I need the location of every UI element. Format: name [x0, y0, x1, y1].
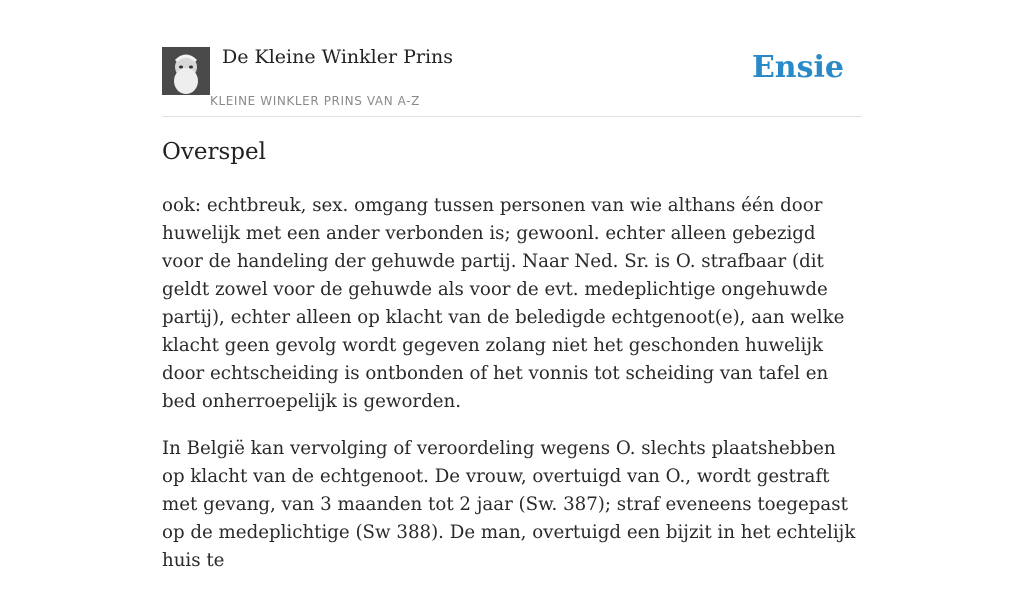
- source-header: [162, 0, 862, 117]
- ensie-logo-link[interactable]: Ensie: [751, 50, 844, 85]
- source-avatar[interactable]: [162, 47, 210, 95]
- entry-paragraph: In België kan vervolging of veroordeling wegens O. slechts plaatshebben op klacht van de echtgenoot. De vrouw, overtuigd van O., wordt gestraft met gevang, van 3 maanden tot 2 jaar (Sw. 387); straf eveneens toegepast op de medeplichtige (Sw 388). De man, overtuigd een bijzit in het echtelijk huis te: [162, 438, 856, 571]
- source-title[interactable]: De Kleine Winkler Prins: [222, 46, 454, 68]
- page-container: [162, 0, 862, 571]
- entry-title: Overspel: [162, 139, 266, 165]
- entry-body: [162, 192, 862, 594]
- bearded-man-portrait-icon: [162, 47, 210, 95]
- entry-paragraph: ook: echtbreuk, sex. omgang tussen personen van wie althans één door huwelijk met een ander verbonden is; gewoonl. echter alleen gebezigd voor de handeling der gehuwde partij. Naar Ned. Sr. is O. strafbaar (dit geldt zowel voor de gehuwde als voor de evt. medeplichtige ongehuwde partij), echter alleen op klacht van de beledigde echtgenoot(e), aan welke klacht geen gevolg wordt gegeven zolang niet het geschonden huwelijk door echtscheiding is ontbonden of het vonnis tot scheiding van tafel en bed onherroepelijk is geworden.: [162, 195, 845, 412]
- source-subtitle[interactable]: KLEINE WINKLER PRINS VAN A-Z: [210, 94, 420, 108]
